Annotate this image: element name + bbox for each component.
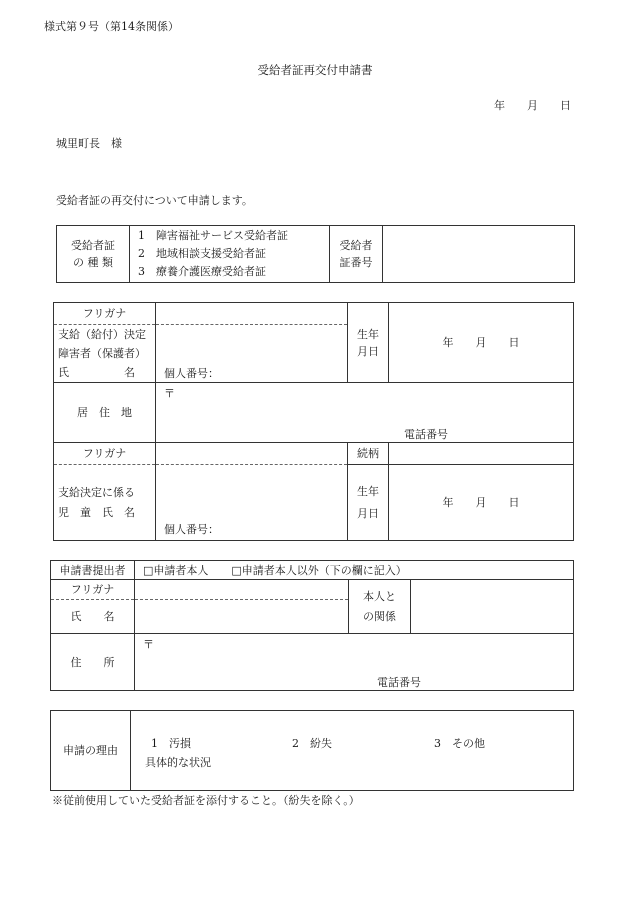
postal-mark-submitter: 〒	[143, 638, 154, 651]
personal-number-label: 個人番号：	[164, 367, 219, 380]
furigana-field-child[interactable]	[156, 443, 348, 465]
furigana-label-submitter: フリガナ	[51, 580, 135, 600]
option-welfare-service[interactable]: 1 障害福祉サービス受給者証	[138, 229, 288, 242]
certificate-type-table	[56, 225, 575, 283]
relation-label-submitter: 本人と の関係	[349, 580, 411, 634]
submitter-address-label: 住 所	[51, 634, 135, 691]
phone-label: 電話番号	[404, 428, 448, 441]
address-label: 居 住 地	[54, 383, 156, 443]
submitter-name-field[interactable]	[135, 600, 349, 634]
intro-text: 受給者証の再交付について申請します。	[56, 194, 253, 207]
postal-mark: 〒	[164, 387, 175, 400]
certificate-number-field[interactable]	[383, 226, 575, 283]
checkbox-self[interactable]: □申請者本人	[143, 563, 209, 577]
application-date[interactable]: 年 月 日	[494, 99, 571, 112]
relation-label: 続柄	[348, 443, 389, 465]
reason-table	[50, 710, 574, 791]
certificate-type-label: 受給者証 の 種 類	[57, 226, 130, 283]
form-number: 様式第９号（第14条関係）	[44, 20, 179, 33]
reason-field[interactable]	[131, 711, 574, 791]
certificate-number-label: 受給者 証番号	[330, 226, 383, 283]
child-name-field[interactable]	[156, 465, 348, 541]
page-title: 受給者証再交付申請書	[257, 63, 373, 77]
option-medical-care[interactable]: 3 療養介護医療受給者証	[138, 265, 266, 278]
relation-field[interactable]	[389, 443, 574, 465]
furigana-field[interactable]	[156, 303, 348, 325]
child-name-label: 支給決定に係る 児 童 氏 名	[54, 465, 156, 541]
address-field[interactable]	[156, 383, 574, 443]
birth-label-child: 生年 月日	[348, 465, 389, 541]
submitter-table	[50, 560, 574, 691]
relation-field-submitter[interactable]	[411, 580, 574, 634]
checkbox-other[interactable]: □申請者本人以外（下の欄に記入）	[231, 563, 407, 577]
phone-label-submitter: 電話番号	[377, 676, 421, 689]
submitter-address-field[interactable]	[135, 634, 574, 691]
furigana-label: フリガナ	[54, 303, 156, 325]
birth-label: 生年 月日	[348, 303, 389, 383]
certificate-type-options[interactable]	[130, 226, 330, 283]
birth-date-field-child[interactable]: 年 月 日	[389, 465, 574, 541]
submitter-options	[135, 561, 574, 580]
furigana-field-submitter[interactable]	[135, 580, 349, 600]
situation-label: 具体的な状況	[145, 756, 211, 769]
submitter-name-label: 氏 名	[51, 600, 135, 634]
addressee: 城里町長 様	[56, 137, 122, 150]
subject-table	[53, 302, 574, 541]
subject-name-label: 支給（給付）決定 障害者（保護者） 氏 名	[54, 325, 156, 383]
subject-name-field[interactable]	[156, 325, 348, 383]
furigana-label-child: フリガナ	[54, 443, 156, 465]
reason-lost[interactable]: 2 紛失	[292, 737, 332, 750]
submitter-label: 申請書提出者	[51, 561, 135, 580]
footnote: ※従前使用していた受給者証を添付すること。（紛失を除く。）	[52, 794, 360, 807]
reason-label: 申請の理由	[51, 711, 131, 791]
personal-number-label-child: 個人番号：	[164, 523, 219, 536]
birth-date-field[interactable]: 年 月 日	[389, 303, 574, 383]
reason-other[interactable]: 3 その他	[434, 737, 485, 750]
option-community-consult[interactable]: 2 地域相談支援受給者証	[138, 247, 266, 260]
reason-soiled[interactable]: 1 汚損	[151, 737, 191, 750]
